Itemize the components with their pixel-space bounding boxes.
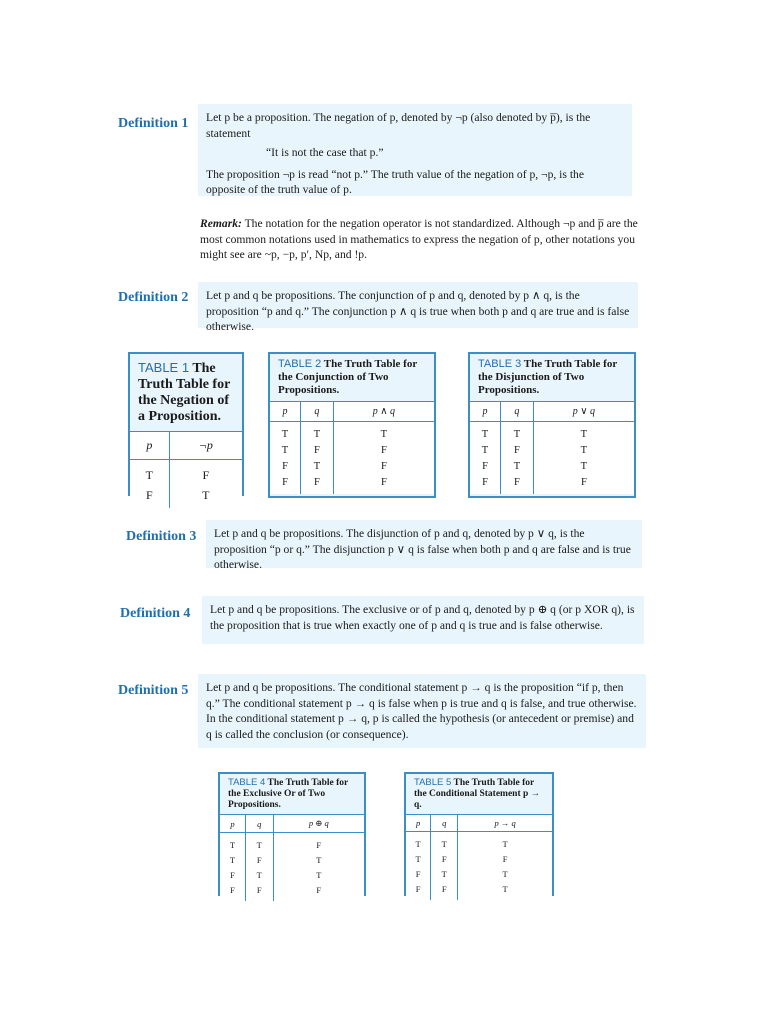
table-4-number: TABLE 4: [228, 777, 266, 788]
table-5-cell: F: [415, 869, 421, 879]
definition-3-text: Let p and q be propositions. The disjunction of p and q, denoted by p ∨ q, is the proposition “p or q.” The disjunction p ∨ q is false when both p and q are false and is true otherwise.: [214, 527, 631, 571]
table-2-cell: T: [301, 422, 334, 444]
table-4-cell: T: [229, 855, 236, 865]
table-2-number: TABLE 2: [278, 358, 322, 370]
table-5-header-q: q: [431, 815, 458, 832]
table-1-caption: [130, 354, 242, 431]
table-5-cell: T: [458, 832, 552, 853]
table-4-header-result: p ⊕ q: [273, 815, 364, 833]
table-2-cell: T: [333, 422, 434, 444]
definition-3-box: [206, 520, 642, 571]
definition-4-box: [202, 596, 644, 644]
table-3-number: TABLE 3: [478, 358, 522, 370]
table-3-cell: F: [482, 461, 488, 472]
table-2-cell: T: [281, 445, 289, 456]
table-2-cell: F: [282, 461, 288, 472]
table-1-cell: F: [145, 488, 153, 502]
table-3-cell: T: [501, 422, 534, 444]
table-3-header-p: p: [470, 402, 501, 422]
remark-label: Remark:: [200, 217, 242, 230]
table-4-cell: F: [273, 833, 364, 854]
table-5-header-p: p: [406, 815, 431, 832]
table-3-cell: F: [501, 443, 534, 459]
table-5-cell: F: [458, 852, 552, 867]
table-3-grid: [470, 401, 634, 494]
table-3-cell: T: [533, 422, 634, 444]
table-4-cell: F: [230, 885, 235, 895]
table-3-cell: T: [533, 443, 634, 459]
table-4-cell: F: [230, 870, 235, 880]
definition-2-label: Definition 2: [118, 290, 189, 305]
table-2-cell: F: [333, 475, 434, 494]
remark-paragraph: [200, 216, 640, 263]
table-4-header-p: p: [220, 815, 245, 833]
table-2-cell: F: [301, 443, 334, 459]
table-4-header-q: q: [245, 815, 273, 833]
table-2-header-q: q: [301, 402, 334, 422]
table-3: [468, 352, 636, 498]
table-4: [218, 772, 366, 896]
table-4-cell: T: [273, 853, 364, 868]
table-4-cell: T: [229, 840, 236, 850]
table-2-title: The Truth Table for the Conjunction of Two Propositions.: [278, 358, 418, 396]
definition-4-text: Let p and q be propositions. The exclusive or of p and q, denoted by p ⊕ q (or p XOR q), is the proposition that is true when exactly one of p and q is true and is false otherwise.: [210, 603, 635, 632]
table-4-cell: F: [273, 883, 364, 901]
definition-1-text-2: The proposition ¬p is read “not p.” The truth value of the negation of p, ¬p, is the opposite of the truth value of p.: [206, 167, 584, 196]
table-4-cell: T: [245, 868, 273, 883]
table-5-caption: [406, 774, 552, 814]
table-5-header-result: p → q: [458, 815, 552, 832]
table-1-cell: T: [169, 485, 242, 508]
table-2-header-result: p ∧ q: [333, 402, 434, 422]
table-3-cell: T: [481, 429, 489, 440]
table-3-header-q: q: [501, 402, 534, 422]
table-5-grid: [406, 814, 552, 900]
table-3-cell: T: [533, 459, 634, 475]
table-1-header-p: p: [130, 432, 169, 460]
table-1: [128, 352, 244, 502]
table-5: [404, 772, 554, 896]
table-2: [268, 352, 436, 498]
remark-text: The notation for the negation operator is not standardized. Although ¬p and p̅ are the most common notations used in mathematics to express the negation of p, other notations you might see are ~p, −p, p′, Np, and !p.: [200, 217, 638, 261]
table-3-title: The Truth Table for the Disjunction of Two Propositions.: [478, 358, 618, 396]
table-3-caption: [470, 354, 634, 401]
table-5-cell: T: [431, 867, 458, 882]
table-5-cell: T: [458, 867, 552, 882]
table-5-cell: F: [431, 852, 458, 867]
table-4-title: The Truth Table for the Exclusive Or of Two Propositions.: [228, 778, 349, 810]
table-5-cell: T: [415, 839, 421, 849]
table-4-cell: F: [245, 883, 273, 901]
table-3-cell: F: [501, 475, 534, 494]
table-5-number: TABLE 5: [414, 777, 452, 788]
definition-1-text: Let p be a proposition. The negation of p, denoted by ¬p (also denoted by p̅), is the statement: [206, 111, 591, 140]
table-4-cell: F: [245, 853, 273, 868]
table-4-cell: T: [273, 868, 364, 883]
table-2-header-p: p: [270, 402, 301, 422]
table-5-cell: F: [431, 882, 458, 900]
table-5-cell: T: [458, 882, 552, 900]
definition-5-label: Definition 5: [118, 683, 189, 698]
definition-5-text: Let p and q be propositions. The conditional statement p → q is the proposition “if p, then q.” The conditional statement p → q is false when p is true and q is false, and true otherwise. In the conditional statement p → q, p is called the hypothesis (or antecedent or premise) and q is called the conclusion (or consequence).: [206, 681, 637, 741]
table-4-grid: [220, 814, 364, 901]
table-3-cell: F: [482, 477, 488, 488]
table-3-cell: T: [481, 445, 489, 456]
table-2-cell: F: [282, 477, 288, 488]
table-3-cell: F: [533, 475, 634, 494]
table-1-cell: F: [169, 460, 242, 486]
table-3-cell: T: [501, 459, 534, 475]
table-2-caption: [270, 354, 434, 401]
table-1-cell: T: [145, 468, 153, 482]
definition-5-box: [198, 674, 646, 748]
definition-4-label: Definition 4: [120, 606, 191, 621]
table-4-cell: T: [245, 833, 273, 854]
table-5-cell: T: [431, 832, 458, 853]
table-1-grid: [130, 431, 242, 508]
table-5-cell: T: [415, 854, 421, 864]
table-5-title: The Truth Table for the Conditional Statement p → q.: [414, 778, 541, 810]
definition-2-box: [198, 282, 638, 333]
table-2-cell: T: [301, 459, 334, 475]
table-5-cell: F: [415, 884, 421, 894]
table-2-cell: F: [301, 475, 334, 494]
definition-1-quote: “It is not the case that p.”: [266, 146, 384, 159]
table-1-number: TABLE 1: [138, 360, 190, 375]
table-1-title: The Truth Table for the Negation of a Proposition.: [138, 361, 231, 424]
definition-3-label: Definition 3: [126, 529, 197, 544]
table-1-header-not-p: ¬p: [169, 432, 242, 460]
table-2-cell: T: [281, 429, 289, 440]
definition-1-label: Definition 1: [118, 116, 189, 131]
table-2-cell: F: [333, 443, 434, 459]
table-2-cell: F: [333, 459, 434, 475]
table-4-caption: [220, 774, 364, 814]
definition-2-text: Let p and q be propositions. The conjunction of p and q, denoted by p ∧ q, is the proposition “p and q.” The conjunction p ∧ q is true when both p and q are true and is false otherwise.: [206, 289, 630, 333]
table-3-header-result: p ∨ q: [533, 402, 634, 422]
definition-1-box: [198, 104, 632, 196]
table-2-grid: [270, 401, 434, 494]
